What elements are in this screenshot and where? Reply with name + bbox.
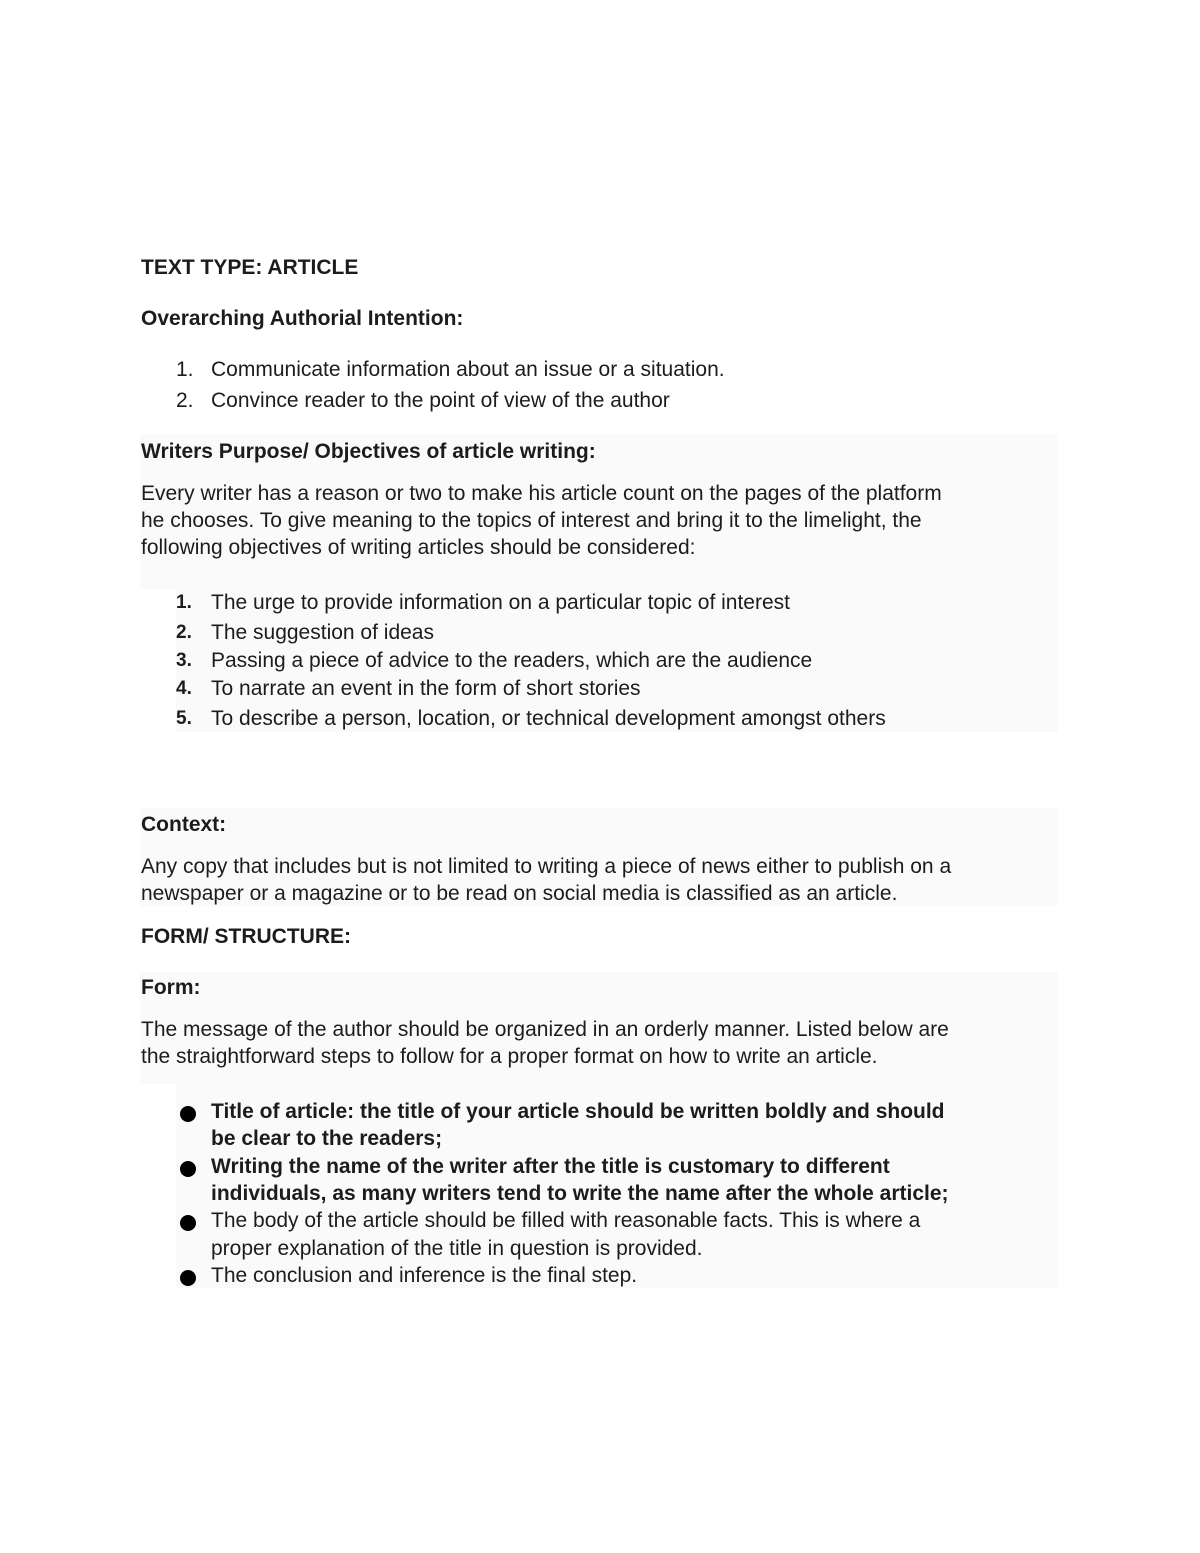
form-heading: Form: [141, 976, 201, 999]
intention-item-2: Convince reader to the point of view of the author [211, 389, 670, 412]
context-heading: Context: [141, 813, 227, 836]
purpose-item-3-number: 3. [176, 650, 192, 671]
bullet-icon [180, 1270, 196, 1286]
form-bullet-2-line-1: Writing the name of the writer after the title is customary to different [211, 1155, 890, 1178]
form-bullet-3-line-1: The body of the article should be filled with reasonable facts. This is where a [211, 1209, 921, 1232]
purpose-item-5: To describe a person, location, or technical development amongst others [211, 707, 886, 730]
purpose-paragraph-line-3: following objectives of writing articles should be considered: [141, 536, 696, 559]
context-line-2: newspaper or a magazine or to be read on social media is classified as an article. [141, 882, 898, 905]
purpose-item-4-number: 4. [176, 678, 192, 699]
document-title: TEXT TYPE: ARTICLE [141, 256, 359, 279]
purpose-item-3: Passing a piece of advice to the readers, which are the audience [211, 649, 813, 672]
form-structure-heading: FORM/ STRUCTURE: [141, 925, 351, 948]
purpose-item-5-number: 5. [176, 708, 192, 729]
purpose-paragraph-line-2: he chooses. To give meaning to the topics of interest and bring it to the limelight, the [141, 509, 922, 532]
bullet-icon [180, 1215, 196, 1231]
intention-heading: Overarching Authorial Intention: [141, 307, 464, 330]
intention-item-1-number: 1. [176, 358, 194, 381]
form-bullet-4-line-1: The conclusion and inference is the final step. [211, 1264, 638, 1287]
purpose-heading: Writers Purpose/ Objectives of article writing: [141, 440, 596, 463]
intention-item-2-number: 2. [176, 389, 194, 412]
form-line-1: The message of the author should be organized in an orderly manner. Listed below are [141, 1018, 949, 1041]
bullet-icon [180, 1106, 196, 1122]
form-line-2: the straightforward steps to follow for a proper format on how to write an article. [141, 1045, 878, 1068]
purpose-paragraph-line-1: Every writer has a reason or two to make his article count on the pages of the platform [141, 482, 942, 505]
form-bullet-3-line-2: proper explanation of the title in question is provided. [211, 1237, 703, 1260]
form-bullet-1-line-1: Title of article: the title of your article should be written boldly and should [211, 1100, 945, 1123]
intention-item-1: Communicate information about an issue or a situation. [211, 358, 725, 381]
form-bullet-2-line-2: individuals, as many writers tend to write the name after the whole article; [211, 1182, 949, 1205]
form-bullet-1-line-2: be clear to the readers; [211, 1127, 443, 1150]
purpose-item-4: To narrate an event in the form of short stories [211, 677, 641, 700]
purpose-item-2-number: 2. [176, 622, 192, 643]
bullet-icon [180, 1161, 196, 1177]
purpose-item-2: The suggestion of ideas [211, 621, 434, 644]
purpose-item-1: The urge to provide information on a particular topic of interest [211, 591, 790, 614]
purpose-item-1-number: 1. [176, 592, 192, 613]
context-line-1: Any copy that includes but is not limited to writing a piece of news either to publish on a [141, 855, 952, 878]
